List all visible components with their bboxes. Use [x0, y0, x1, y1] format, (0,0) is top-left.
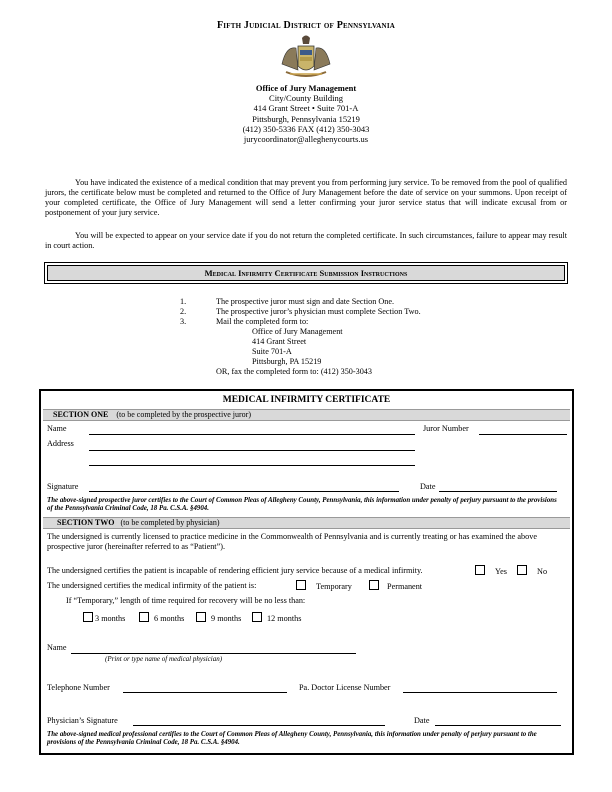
physician-certification-text: The above-signed medical professional certifies to the Court of Common Pleas of Allegheny County, Pennsylvania, this information under penalty of perjury pursuant to the provisions of the Pennsylvania Criminal Code, 18 Pa. C.S.A. §4904.	[47, 731, 537, 746]
yes-label: Yes	[495, 567, 507, 576]
step-item	[180, 317, 421, 327]
mail-address-line: Pittsburgh, PA 15219	[252, 357, 322, 366]
juror-number-field[interactable]	[479, 434, 567, 435]
physician-name-label: Name	[47, 643, 67, 652]
medical-certificate-form	[39, 389, 574, 755]
step-item	[180, 307, 421, 317]
mail-address	[180, 327, 421, 367]
physician-name-field[interactable]	[71, 653, 356, 654]
physician-date-field[interactable]	[435, 725, 561, 726]
instructions-banner-text: Medical Infirmity Certificate Submission Instructions	[204, 268, 408, 278]
office-block	[0, 83, 612, 144]
juror-certification-text: The above-signed prospective juror certifies to the Court of Common Pleas of Allegheny County, Pennsylvania, this information under penalty of perjury pursuant to the provisions of the Pennsylvania Criminal Code, 18 Pa. C.S.A. §4904.	[47, 497, 557, 512]
incapable-question: The undersigned certifies the patient is incapable of rendering efficient jury service because of a medical infirmity.	[47, 566, 423, 575]
duration-12-option	[252, 612, 301, 623]
juror-name-label: Name	[47, 424, 67, 433]
physician-signature-field[interactable]	[133, 725, 385, 726]
instructions-banner	[44, 262, 568, 284]
state-seal-icon	[272, 34, 340, 82]
yes-checkbox[interactable]	[475, 565, 485, 575]
duration-6-checkbox[interactable]	[139, 612, 149, 622]
duration-6-option	[139, 612, 184, 623]
license-field[interactable]	[403, 692, 557, 693]
intro-text-2: You will be expected to appear on your service date if you do not return the completed certificate. In such circumstances, failure to appear may result in court action.	[45, 231, 567, 250]
step-number: 2.	[180, 307, 187, 316]
no-label: No	[537, 567, 548, 576]
office-name: Office of Jury Management	[255, 83, 357, 93]
duration-12-label: 12 months	[267, 614, 302, 623]
mail-address-line: Suite 701-A	[252, 347, 292, 356]
temporary-checkbox[interactable]	[296, 580, 306, 590]
address-label: Address	[47, 439, 74, 448]
address-field-line-2[interactable]	[89, 465, 415, 466]
no-checkbox[interactable]	[517, 565, 527, 575]
address-field-line-1[interactable]	[89, 450, 415, 451]
mail-address-line: 414 Grant Street	[252, 337, 307, 346]
step-text: Mail the completed form to:	[216, 317, 309, 326]
step-item	[180, 297, 421, 307]
duration-3-checkbox[interactable]	[83, 612, 93, 622]
duration-3-option	[83, 612, 125, 623]
juror-date-field[interactable]	[439, 491, 557, 492]
office-email: jurycoordinator@alleghenycourts.us	[243, 134, 369, 145]
infirmity-question: The undersigned certifies the medical infirmity of the patient is:	[47, 581, 257, 590]
section-two-header	[43, 517, 570, 529]
district-title: Fifth Judicial District of Pennsylvania	[217, 20, 395, 31]
temporary-option	[296, 580, 352, 591]
permanent-option	[369, 580, 422, 591]
intro-paragraph-1	[45, 178, 567, 218]
telephone-field[interactable]	[123, 692, 287, 693]
recovery-question: If “Temporary,” length of time required for recovery will be no less than:	[66, 596, 306, 605]
temporary-label: Temporary	[316, 582, 352, 591]
juror-signature-label: Signature	[47, 482, 79, 491]
form-title: MEDICAL INFIRMITY CERTIFICATE	[222, 395, 391, 405]
mail-address-line: Office of Jury Management	[252, 327, 343, 336]
duration-6-label: 6 months	[154, 614, 185, 623]
juror-date-label: Date	[420, 482, 436, 491]
instruction-steps	[180, 297, 421, 377]
physician-statement: The undersigned is currently licensed to practice medicine in the Commonwealth of Pennsylvania and is currently treating or has examined the above prospective juror (hereinafter referred to as “Patient”).	[47, 532, 537, 551]
duration-9-option	[196, 612, 241, 623]
office-address-line: City/County Building	[269, 93, 343, 104]
juror-signature-field[interactable]	[89, 491, 399, 492]
no-option	[517, 565, 547, 576]
step-text: The prospective juror’s physician must complete Section Two.	[216, 307, 421, 316]
duration-12-checkbox[interactable]	[252, 612, 262, 622]
juror-number-label: Juror Number	[423, 424, 469, 433]
duration-3-label: 3 months	[95, 614, 126, 623]
intro-text-1: You have indicated the existence of a medical condition that may prevent you from performing jury service. To be removed from the pool of qualified jurors, the certificate below must be completed and returned to the Office of Jury Management before the date of service on your summons. Upon receipt of your completed certificate, the Office of Jury Management will send a letter confirming your juror service status that will indicate excusal from or postponement of your jury service.	[45, 178, 567, 217]
physician-name-hint: (Print or type name of medical physician)	[105, 655, 223, 663]
telephone-label: Telephone Number	[47, 683, 110, 692]
section-one-header	[43, 409, 570, 421]
duration-9-label: 9 months	[211, 614, 242, 623]
section-two-note: (to be completed by physician)	[120, 518, 220, 527]
juror-name-field[interactable]	[89, 434, 415, 435]
section-two-title: SECTION TWO	[57, 518, 115, 527]
duration-9-checkbox[interactable]	[196, 612, 206, 622]
permanent-label: Permanent	[387, 582, 423, 591]
office-address-line: Pittsburgh, Pennsylvania 15219	[252, 113, 360, 124]
fax-line: OR, fax the completed form to: (412) 350-3043	[216, 367, 372, 376]
step-number: 1.	[180, 297, 187, 306]
section-one-note: (to be completed by the prospective juror)	[116, 410, 251, 419]
physician-date-label: Date	[414, 716, 430, 725]
permanent-checkbox[interactable]	[369, 580, 379, 590]
step-text: The prospective juror must sign and date Section One.	[216, 297, 395, 306]
license-label: Pa. Doctor License Number	[299, 683, 391, 692]
intro-paragraph-2	[45, 231, 567, 251]
section-one-title: SECTION ONE	[53, 410, 109, 419]
yes-option	[475, 565, 507, 576]
office-phone: (412) 350-5336 FAX (412) 350-3043	[242, 123, 370, 134]
step-number: 3.	[180, 317, 187, 326]
office-address-line: 414 Grant Street • Suite 701-A	[253, 103, 359, 114]
physician-signature-label: Physician’s Signature	[47, 716, 118, 725]
